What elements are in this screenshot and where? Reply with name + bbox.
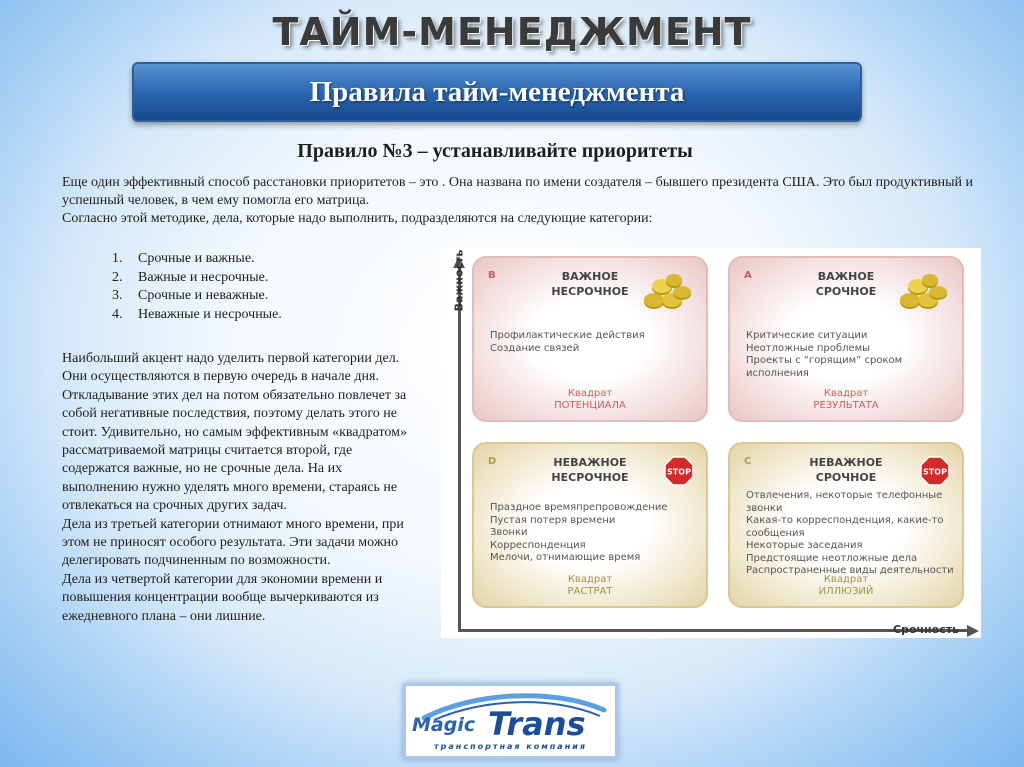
y-axis bbox=[458, 266, 461, 632]
banner-title: Правила тайм-менеджмента bbox=[309, 75, 685, 108]
quadrant-a bbox=[728, 256, 964, 422]
body-paragraph: Дела из четвертой категории для экономии времени и повышения концентрации вообще вычеркиваются из ежедневного плана – они лишние. bbox=[62, 571, 383, 624]
intro-paragraph-1: Еще один эффективный способ расстановки приоритетов – это . Она названа по имени создателя – бывшего президента США. Это был продуктивный и успешный человек, в чем ему помогла его матрица. bbox=[62, 175, 974, 208]
coins-icon bbox=[898, 272, 948, 312]
coins-icon bbox=[642, 272, 692, 312]
x-axis-arrow bbox=[967, 625, 979, 637]
svg-text:STOP: STOP bbox=[667, 467, 691, 477]
intro-paragraph-2: Согласно этой методике, дела, которые надо выполнить, подразделяются на следующие категории: bbox=[62, 211, 653, 226]
logo-magic: Magic bbox=[412, 714, 476, 736]
body-paragraph: Дела из третьей категории отнимают много времени, при этом не приносят особого результата. Эти задачи можно делегировать подчиненным по возможности. bbox=[62, 516, 404, 569]
quadrant-items: Профилактические действия Создание связей bbox=[490, 330, 645, 354]
category-list bbox=[112, 250, 282, 324]
quadrant-items: Праздное времяпрепровождение Пустая потеря времени Звонки Корреспонденция Мелочи, отнимающие время bbox=[490, 502, 668, 563]
quadrant-c bbox=[728, 442, 964, 608]
list-item: 4. Неважные и несрочные. bbox=[112, 306, 282, 322]
quadrant-items: Отвлечения, некоторые телефонные звонки Какая-то корреспонденция, какие-то сообщения Некоторые заседания Предстоящие неотложные дела Распространенные виды деятельности bbox=[746, 490, 954, 576]
main-title: ТАЙМ-МЕНЕДЖМЕНТ bbox=[272, 10, 752, 54]
quadrant-heading: НЕВАЖНОЕ НЕСРОЧНОЕ bbox=[551, 456, 629, 484]
list-item: 1. Срочные и важные. bbox=[112, 251, 255, 266]
section-banner bbox=[132, 62, 862, 122]
company-logo bbox=[403, 683, 618, 759]
quadrant-footer: Квадрат ПОТЕНЦИАЛА bbox=[554, 388, 626, 411]
list-item: 2. Важные и несрочные. bbox=[112, 269, 269, 285]
body-text bbox=[62, 350, 422, 626]
quadrant-letter: B bbox=[488, 270, 496, 281]
quadrant-letter: C bbox=[744, 456, 752, 467]
quadrant-items: Критические ситуации Неотложные проблемы Проекты с “горящим” сроком исполнения bbox=[746, 330, 903, 379]
stop-sign-icon bbox=[920, 456, 950, 486]
quadrant-letter: D bbox=[488, 456, 497, 467]
eisenhower-matrix bbox=[441, 248, 981, 638]
rule-title: Правило №3 – устанавливайте приоритеты bbox=[297, 140, 693, 162]
stop-sign-icon bbox=[664, 456, 694, 486]
quadrant-heading: ВАЖНОЕ СРОЧНОЕ bbox=[815, 270, 877, 298]
quadrant-footer: Квадрат РАСТРАТ bbox=[567, 574, 613, 597]
logo-tagline: транспортная компания bbox=[434, 742, 587, 751]
quadrant-footer: Квадрат РЕЗУЛЬТАТА bbox=[813, 388, 879, 411]
y-axis-label: Важность bbox=[452, 249, 466, 312]
x-axis-label: Срочность bbox=[893, 623, 960, 636]
intro-text bbox=[62, 174, 982, 228]
quadrant-letter: A bbox=[744, 270, 752, 281]
quadrant-d bbox=[472, 442, 708, 608]
body-paragraph: Наибольший акцент надо уделить первой категории дел. Они осуществляются в первую очередь в начале дня. Откладывание этих дел на потом обязательно повлечет за собой негативные последствия, поэтому делать этого не стоит. Удивительно, но самым эффективным «квадратом» рассматриваемой матрицы считается второй, где содержатся важные, но не срочные дела. На их выполнению нужно уделять много времени, стараясь не отвлекаться на срочных других задач. bbox=[62, 351, 408, 514]
quadrant-heading: НЕВАЖНОЕ СРОЧНОЕ bbox=[809, 456, 883, 484]
list-item: 3. Срочные и неважные. bbox=[112, 288, 269, 304]
svg-text:STOP: STOP bbox=[923, 467, 947, 477]
logo-trans: Trans bbox=[488, 705, 586, 743]
quadrant-b bbox=[472, 256, 708, 422]
quadrant-heading: ВАЖНОЕ НЕСРОЧНОЕ bbox=[551, 270, 629, 298]
quadrant-footer: Квадрат ИЛЛЮЗИЙ bbox=[818, 574, 874, 597]
